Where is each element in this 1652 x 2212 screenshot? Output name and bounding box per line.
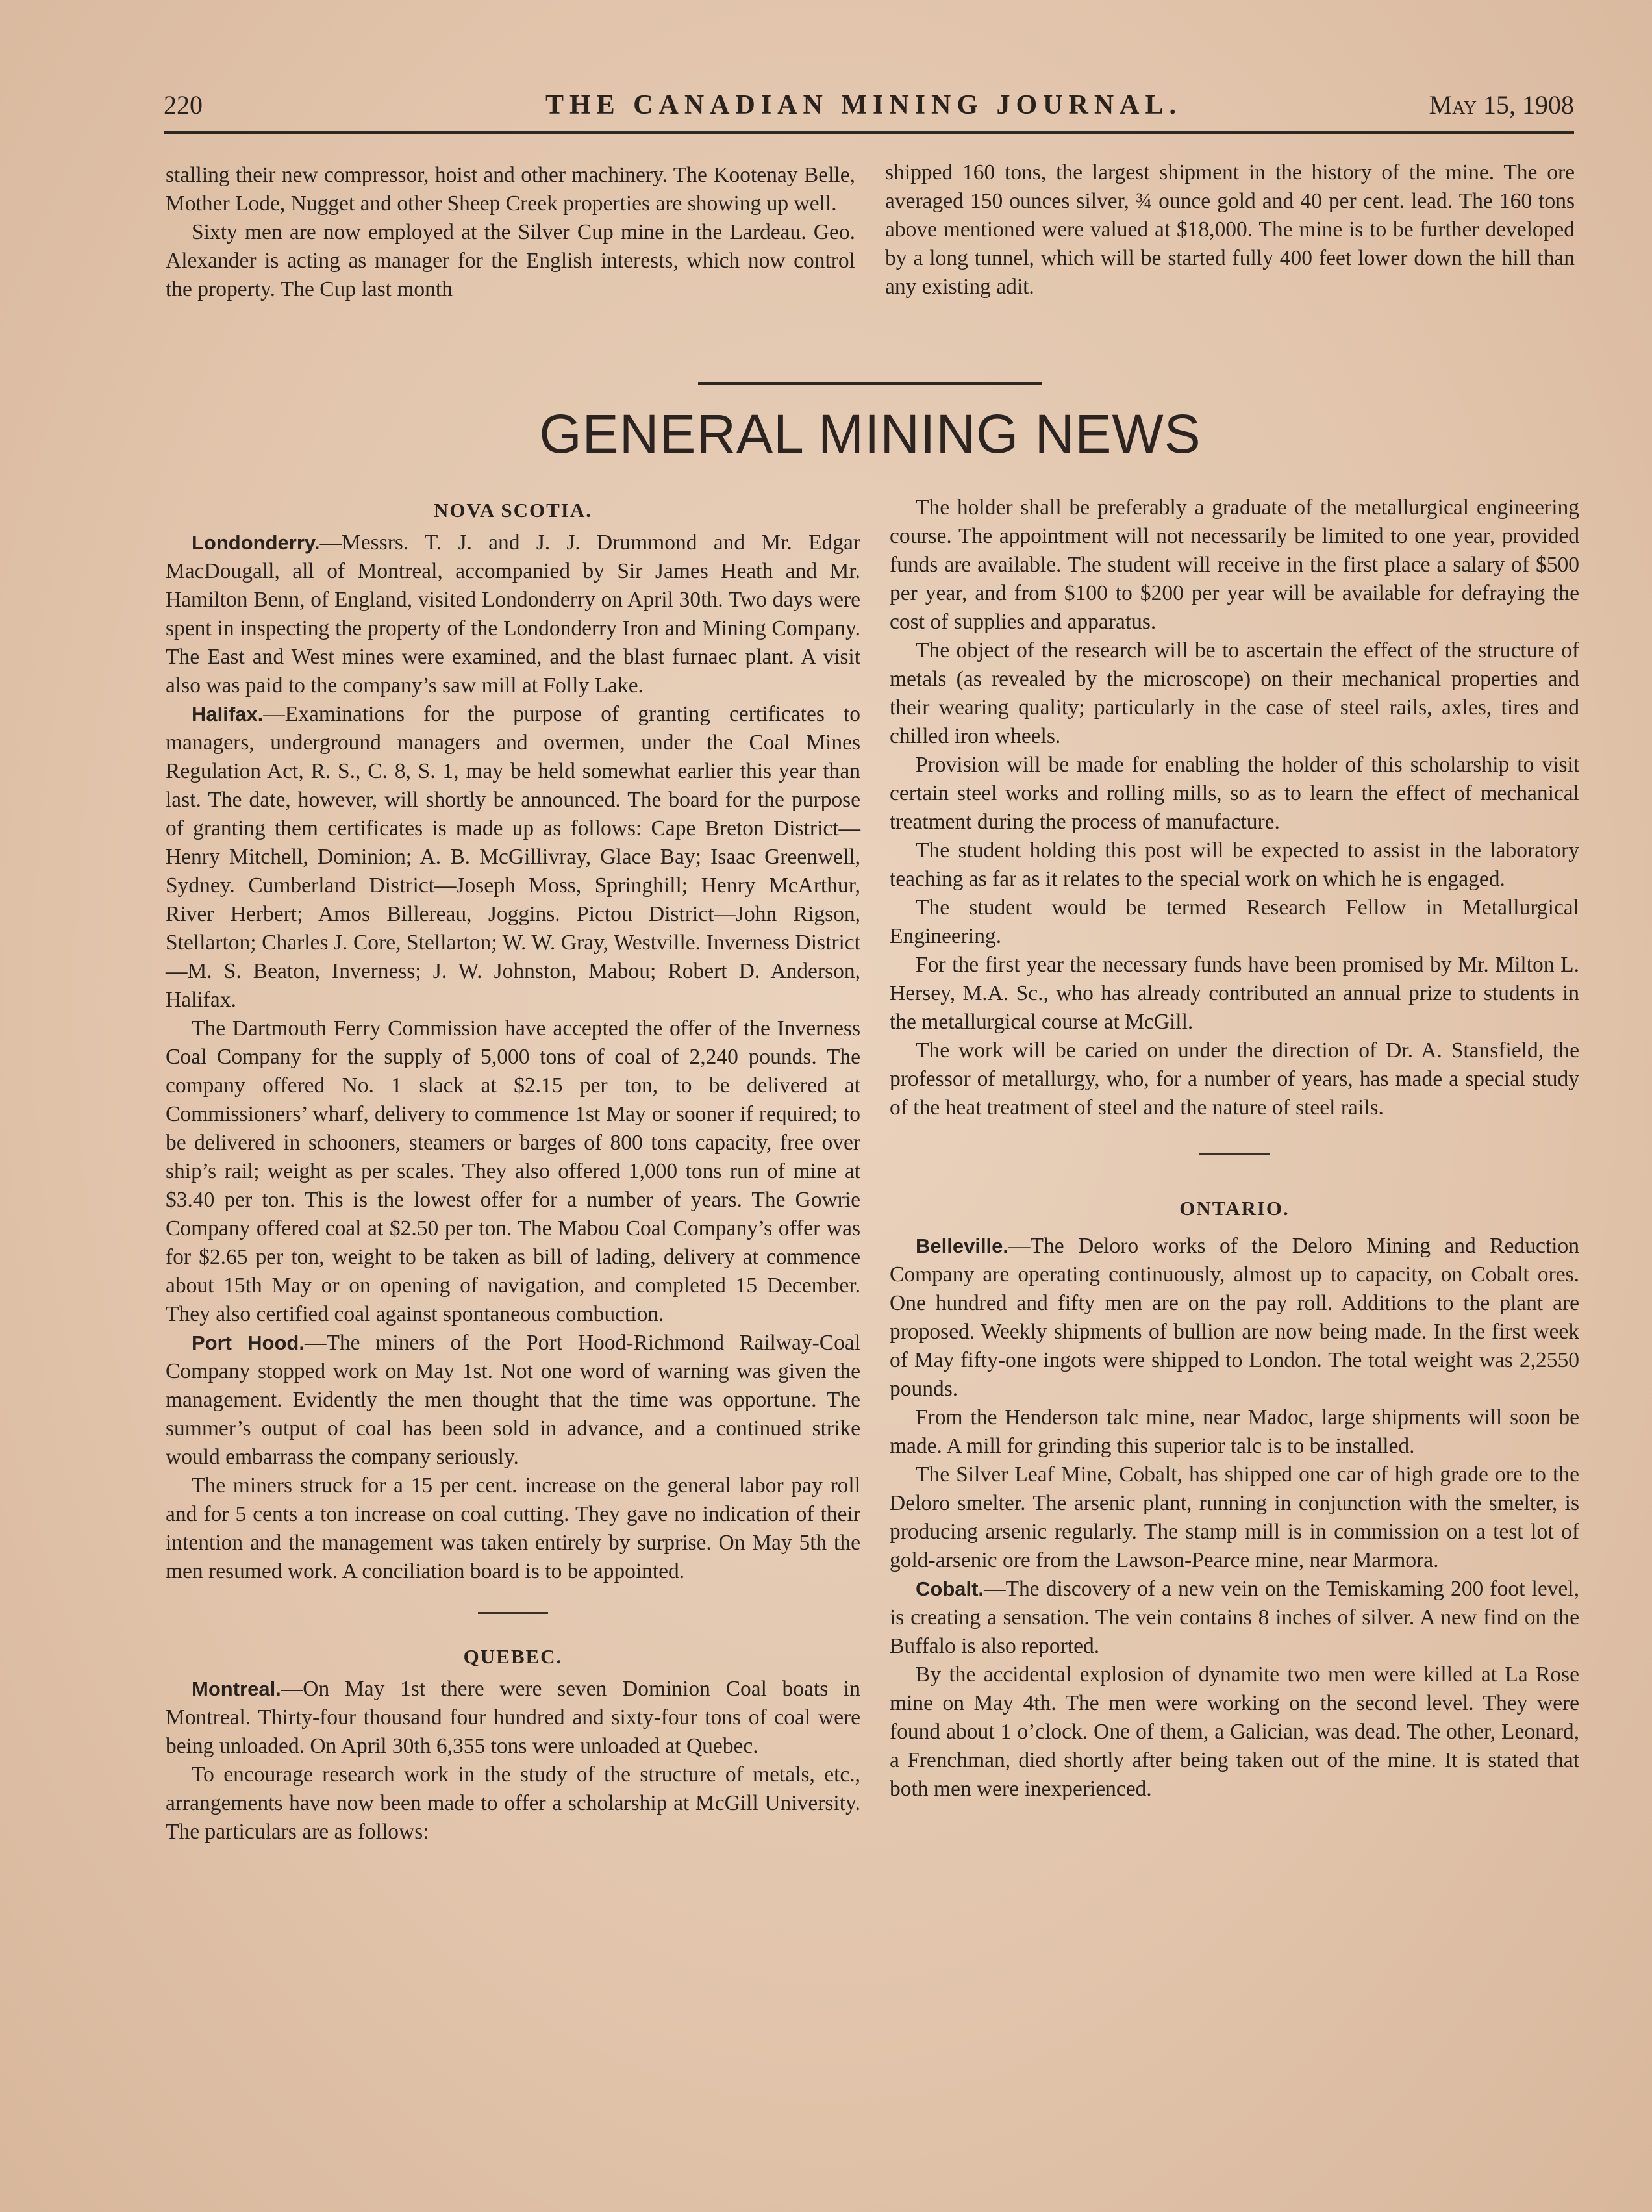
lead-cobalt: Cobalt. bbox=[916, 1577, 984, 1600]
paragraph: The student holding this post will be expected to assist in the laboratory teaching as far as it relates to the special work on which he is engaged. bbox=[890, 838, 1579, 891]
paragraph: The miners struck for a 15 per cent. increase on the general labor pay roll and for 5 cents a ton increase on coal cutting. They gave no indication of their intention and the management was taken entirely by surprise. On May 5th the men resumed work. A conciliation board is to be appointed. bbox=[166, 1474, 860, 1583]
paragraph: Sixty men are now employed at the Silver Cup mine in the Lardeau. Geo. Alexander is acting as manager for the English interests, which now control the property. The Cup last month bbox=[166, 220, 855, 301]
right-column bbox=[890, 494, 1579, 1804]
paragraph: Londonderry.—Messrs. T. J. and J. J. Drummond and Mr. Edgar MacDougall, all of Montreal, accompanied by Sir James Heath and Mr. Hamilton Benn, of England, visited Londonderry on April 30th. Two days were spent in inspecting the property of the Londonderry Iron and Mining Company. The East and West mines were examined, and the blast furnaec plant. A visit also was paid to the company’s saw mill at Folly Lake. bbox=[166, 531, 860, 698]
issue-date: May 15, 1908 bbox=[1429, 90, 1574, 119]
paragraph: Belleville.—The Deloro works of the Deloro Mining and Reduction Company are operating continuously, almost up to capacity, on Cobalt ores. One hundred and fifty men are on the pay roll. Additions to the plant are proposed. Weekly shipments of bullion are now being made. In the first week of May fifty-one ingots were shipped to London. The total weight was 2,2550 pounds. bbox=[890, 1234, 1579, 1401]
paragraph: Cobalt.—The discovery of a new vein on the Temiskaming 200 foot level, is creating a sensation. The vein contains 8 inches of silver. A new find on the Buffalo is also reported. bbox=[890, 1577, 1579, 1658]
heading-quebec: QUEBEC. bbox=[463, 1645, 563, 1668]
lead-halifax: Halifax. bbox=[192, 703, 264, 725]
section-rule bbox=[698, 382, 1042, 385]
paragraph: To encourage research work in the study of the structure of metals, etc., arrangements have now been made to offer a scholarship at McGill University. The particulars are as follows: bbox=[166, 1763, 860, 1844]
lead-londonderry: Londonderry. bbox=[192, 531, 320, 554]
heading-ontario: ONTARIO. bbox=[1179, 1197, 1290, 1220]
paragraph: The holder shall be preferably a graduate of the metallurgical engineering course. The appointment will not necessarily be limited to one year, provided funds are available. The student will receive in the first place a salary of $500 per year, and from $100 to $200 per year will be available for defraying the cost of supplies and apparatus. bbox=[890, 496, 1579, 634]
journal-title: THE CANADIAN MINING JOURNAL. bbox=[545, 90, 1183, 120]
paragraph: The Dartmouth Ferry Commission have accepted the offer of the Inverness Coal Company for the supply of 5,000 tons of coal of 2,240 pounds. The company offered No. 1 slack at $2.15 per ton, to be delivered at Commissioners’ wharf, delivery to commence 1st May or sooner if required; to be delivered in schooners, steamers or barges of 800 tons capacity, free over ship’s rail; weight as per scales. They also offered 1,000 tons run of mine at $3.40 per ton. This is the lowest offer for a number of years. The Gowrie Company offered coal at $2.50 per ton. The Mabou Coal Company’s offer was for $2.65 per ton, weight to be taken as bill of lading, delivery at commence about 15th May or on opening of navigation, and completed 15 December. They also certified coal against spontaneous combuction. bbox=[166, 1016, 860, 1326]
paragraph: For the first year the necessary funds have been promised by Mr. Milton L. Hersey, M.A. Sc., who has already contributed an annual prize to students in the metallurgical course at McGill. bbox=[890, 953, 1579, 1034]
header-rule bbox=[164, 131, 1574, 134]
divider bbox=[478, 1612, 548, 1614]
paragraph: Provision will be made for enabling the holder of this scholarship to visit certain steel works and rolling mills, so as to learn the effect of mechanical treatment during the process of manufacture. bbox=[890, 753, 1579, 834]
paragraph: stalling their new compressor, hoist and other machinery. The Kootenay Belle, Mother Lode, Nugget and other Sheep Creek properties are showing up well. bbox=[166, 163, 855, 216]
heading-nova-scotia: NOVA SCOTIA. bbox=[434, 499, 592, 522]
paragraph: shipped 160 tons, the largest shipment in the history of the mine. The ore averaged 150 ounces silver, ¾ ounce gold and 40 per cent. lead. The 160 tons above mentioned were valued at $18,000. The mine is to be further developed by a long tunnel, which will be started fully 400 feet lower down the hill than any existing adit. bbox=[885, 160, 1575, 299]
paragraph: Halifax.—Examinations for the purpose of granting certificates to managers, underground managers and overmen, under the Coal Mines Regulation Act, R. S., C. 8, S. 1, may be held somewhat earlier this year than last. The date, however, will shortly be announced. The board for the purpose of granting them certificates is made up as follows: Cape Breton District—Henry Mitchell, Dominion; A. B. McGillivray, Glace Bay; Isaac Greenwell, Sydney. Cumberland District—Joseph Moss, Springhill; Henry McArthur, River Herbert; Amos Billereau, Joggins. Pictou District—John Rigson, Stellarton; Charles J. Core, Stellarton; W. W. Gray, Westville. Inverness District—M. S. Beaton, Inverness; J. W. Johnston, Mabou; Robert D. Anderson, Halifax. bbox=[166, 702, 860, 1012]
paragraph: Montreal.—On May 1st there were seven Dominion Coal boats in Montreal. Thirty-four thousand four hundred and sixty-four tons of coal were being unloaded. On April 30th 6,355 tons were unloaded at Quebec. bbox=[166, 1677, 860, 1758]
paragraph: The student would be termed Research Fellow in Metallurgical Engineering. bbox=[890, 896, 1579, 948]
lead-montreal: Montreal. bbox=[192, 1678, 281, 1700]
left-column bbox=[166, 494, 860, 1846]
lead-belleville: Belleville. bbox=[916, 1235, 1009, 1257]
divider bbox=[1199, 1153, 1270, 1155]
top-left-column bbox=[166, 161, 855, 304]
paragraph: From the Henderson talc mine, near Madoc, large shipments will soon be made. A mill for grinding this superior talc is to be installed. bbox=[890, 1405, 1579, 1458]
section-title: GENERAL MINING NEWS bbox=[539, 403, 1201, 464]
top-right-column bbox=[885, 158, 1575, 301]
paragraph: Port Hood.—The miners of the Port Hood-Richmond Railway-Coal Company stopped work on May 1st. Not one word of warning was given the management. Evidently the men thought that the time was opportune. The summer’s output of coal has been sold in advance, and a continued strike would embarrass the company seriously. bbox=[166, 1331, 861, 1469]
lead-port-hood: Port Hood. bbox=[192, 1331, 305, 1354]
page-number: 220 bbox=[164, 90, 203, 119]
paragraph: By the accidental explosion of dynamite two men were killed at La Rose mine on May 4th. The men were working on the second level. They were found about 1 o’clock. One of them, a Galician, was dead. The other, Leonard, a Frenchman, died shortly after being taken out of the mine. It is stated that both men were inexperienced. bbox=[890, 1663, 1579, 1801]
paragraph: The object of the research will be to ascertain the effect of the structure of metals (as revealed by the microscope) on their mechanical properties and their wearing quality; particularly in the case of steel rails, axles, tires and chilled iron wheels. bbox=[890, 638, 1579, 748]
paragraph: The work will be caried on under the direction of Dr. A. Stansfield, the professor of metallurgy, who, for a number of years, has made a special study of the heat treatment of steel and the nature of steel rails. bbox=[890, 1038, 1579, 1120]
paragraph: The Silver Leaf Mine, Cobalt, has shipped one car of high grade ore to the Deloro smelter. The arsenic plant, running in conjunction with the smelter, is producing arsenic regularly. The stamp mill is in commission on a test lot of gold-arsenic ore from the Lawson-Pearce mine, near Marmora. bbox=[890, 1463, 1579, 1572]
